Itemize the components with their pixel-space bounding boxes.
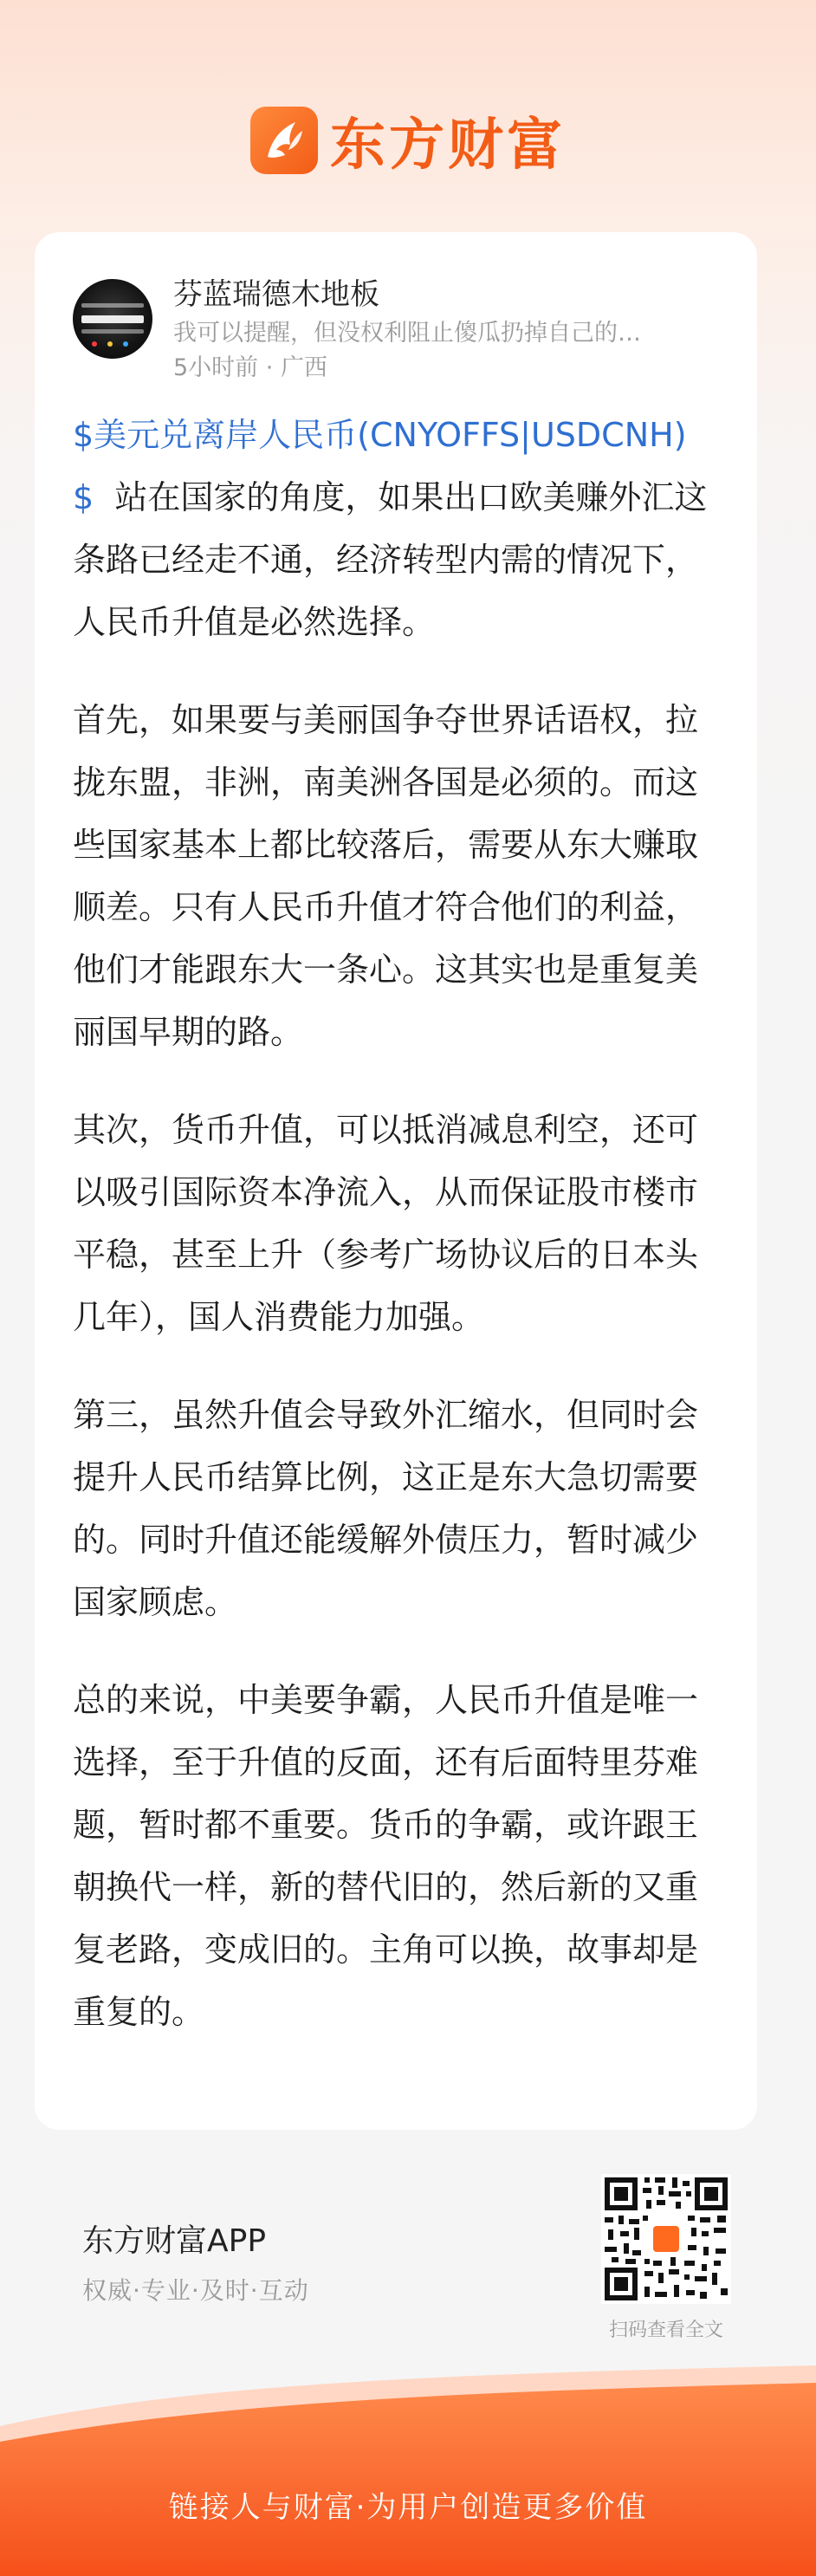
- brand-header: [0, 97, 816, 184]
- post-paragraph: [73, 404, 721, 653]
- author-block[interactable]: [73, 265, 731, 381]
- qr-code[interactable]: [601, 2174, 731, 2304]
- stock-tag-link[interactable]: $美元兑离岸人民币(CNYOFFS|USDCNH)$: [73, 416, 687, 516]
- app-name: 东方财富APP: [82, 2223, 267, 2259]
- bottom-banner-background: [0, 2365, 816, 2576]
- post-location: 广西: [280, 354, 327, 381]
- brand-name: 东方财富: [330, 114, 566, 178]
- post-paragraph: 总的来说，中美要争霸，人民币升值是唯一选择，至于升值的反面，还有后面特里芬难题，暂时都不重要。货币的争霸，或许跟王朝换代一样，新的替代旧的，然后新的又重复老路，变成旧的。主角可以换，故事却是重复的。: [73, 1681, 699, 2031]
- author-signature: 我可以提醒，但没权利阻止傻瓜扔掉自己的…: [173, 320, 641, 347]
- app-slogan: 权威·专业·及时·互动: [82, 2276, 309, 2305]
- post-time: 5小时前: [173, 354, 259, 381]
- brand-logo-icon: [250, 107, 318, 174]
- post-paragraph: 第三，虽然升值会导致外汇缩水，但同时会提升人民币结算比例，这正是东大急切需要的。同时升值还能缓解外债压力，暂时减少国家顾虑。: [73, 1396, 699, 1621]
- banner-slogan: 链接人与财富·为用户创造更多价值: [168, 2490, 648, 2525]
- post-card: [35, 232, 757, 2130]
- meta-separator: ·: [265, 354, 274, 381]
- post-paragraph: 首先，如果要与美丽国争夺世界话语权，拉拢东盟，非洲，南美洲各国是必须的。而这些国家基本上都比较落后，需要从东大赚取顺差。只有人民币升值才符合他们的利益，他们才能跟东大一条心。这其实也是重复美丽国早期的路。: [73, 701, 699, 1051]
- post-paragraph: 其次，货币升值，可以抵消减息利空，还可以吸引国际资本净流入，从而保证股市楼市平稳，甚至上升（参考广场协议后的日本头几年），国人消费能力加强。: [73, 1111, 699, 1336]
- qr-logo-icon: [650, 2222, 683, 2255]
- author-name[interactable]: 芬蓝瑞德木地板: [173, 277, 379, 312]
- post-meta: [173, 348, 327, 382]
- qr-caption: 扫码查看全文: [608, 2320, 723, 2341]
- avatar[interactable]: [73, 279, 152, 359]
- post-content: [73, 404, 721, 2079]
- paragraph-text: 站在国家的角度，如果出口欧美赚外汇这条路已经走不通，经济转型内需的情况下，人民币升值是必然选择。: [73, 478, 708, 641]
